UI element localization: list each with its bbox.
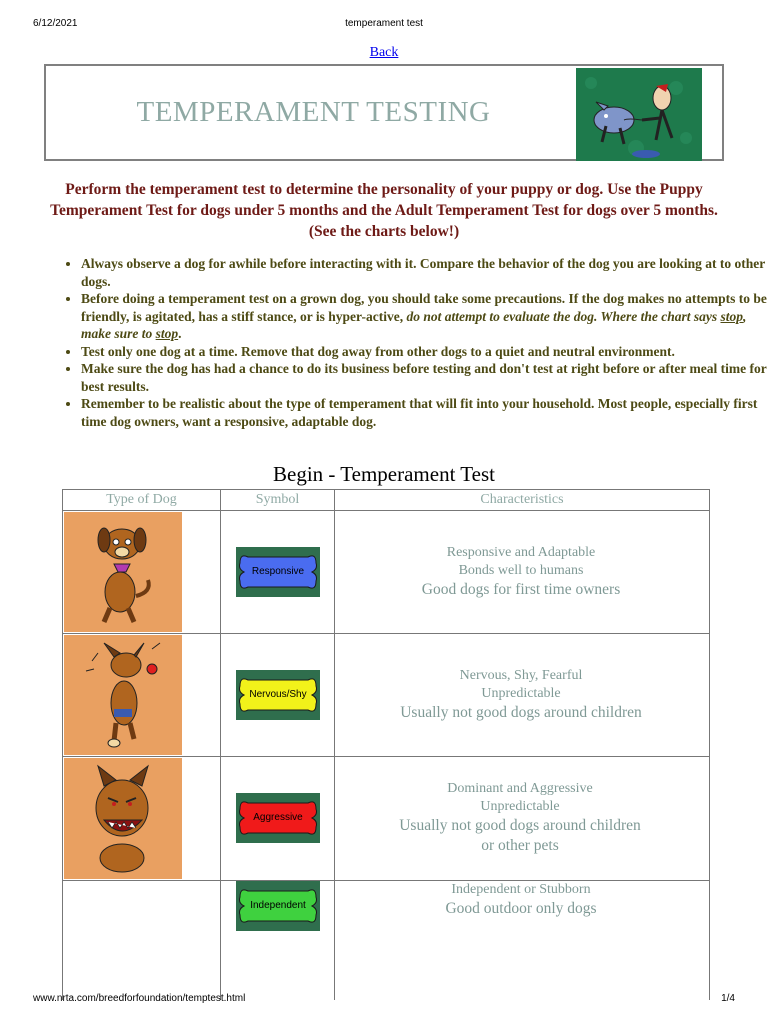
char-line: Good dogs for first time owners	[421, 581, 621, 598]
char-line: Usually not good dogs around children or other pets	[399, 817, 641, 854]
title-banner	[44, 64, 724, 161]
print-page-title: temperament test	[345, 18, 423, 29]
nervous-characteristics	[335, 667, 707, 723]
char-line: Usually not good dogs around children	[400, 704, 642, 721]
responsive-bone-label: Responsive	[251, 566, 305, 577]
intro-paragraph: Perform the temperament test to determine the personality of your puppy or dog. Use the Puppy Temperament Test for dogs under 5 months and the Adult Temperament Test for dogs over 5 months. (See the charts below!)	[50, 181, 718, 240]
header-symbol: Symbol	[255, 492, 300, 507]
back-row	[0, 45, 768, 61]
list-item: • Always observe a dog for awhile before interacting with it. Compare the behavior of the dog you are looking at to other dogs.	[81, 255, 768, 290]
back-link[interactable]: Back	[369, 45, 399, 60]
tip-text: Before doing a temperament test on a grown dog, you should take some precautions. If the dog makes no attempts to be friendly, is agitated, has a stiff stance, or is hyper-active,	[81, 291, 767, 324]
responsive-dog-image	[64, 512, 182, 632]
char-line: Unpredictable	[481, 686, 561, 701]
responsive-characteristics	[335, 544, 707, 600]
char-line: Bonds well to humans	[458, 563, 584, 578]
header-type: Type of Dog	[106, 492, 177, 507]
stop-word: stop	[155, 326, 179, 341]
temperament-table	[62, 489, 710, 1000]
char-line: Responsive and Adaptable	[446, 545, 596, 560]
stop-word: stop	[720, 308, 744, 324]
tip-warning-text: , make sure to	[81, 308, 747, 341]
nervous-dog-image	[64, 635, 182, 755]
aggressive-characteristics	[395, 780, 645, 856]
print-page-number: 1/4	[721, 993, 735, 1004]
independent-characteristics	[335, 881, 707, 919]
list-item: • Remember to be realistic about the type of temperament that will fit into your household. Most people, especially first time dog owners, want a responsive, adaptable dog.	[81, 395, 768, 430]
char-line: Nervous, Shy, Fearful	[459, 668, 583, 683]
aggressive-bone-label: Aggressive	[253, 812, 303, 823]
char-line: Dominant and Aggressive	[447, 781, 593, 796]
list-item: • Test only one dog at a time. Remove that dog away from other dogs to a quiet and neutral environment.	[81, 343, 768, 361]
tip-warning-text: do not attempt to evaluate the dog. Where the chart says	[406, 308, 721, 324]
independent-bone-label: Independent	[250, 900, 306, 911]
list-item: • Make sure the dog has had a chance to do its business before testing and don't test at right before or after meal time for best results.	[81, 360, 768, 395]
aggressive-dog-image	[64, 758, 182, 879]
char-line: Unpredictable	[480, 799, 560, 814]
nervous-bone-label: Nervous/Shy	[249, 689, 307, 700]
tip-period: .	[178, 326, 182, 341]
dog-walker-cartoon	[576, 68, 702, 161]
page-title: TEMPERAMENT TESTING	[136, 96, 491, 128]
print-date: 6/12/2021	[33, 18, 78, 29]
list-item	[81, 290, 768, 343]
char-line: Good outdoor only dogs	[445, 900, 597, 917]
char-line: Independent or Stubborn	[451, 882, 591, 897]
header-characteristics: Characteristics	[480, 492, 564, 507]
table-title: Begin - Temperament Test	[273, 462, 495, 486]
print-url: www.nrta.com/breedforfoundation/temptest.html	[33, 993, 246, 1004]
tips-list	[50, 255, 768, 430]
